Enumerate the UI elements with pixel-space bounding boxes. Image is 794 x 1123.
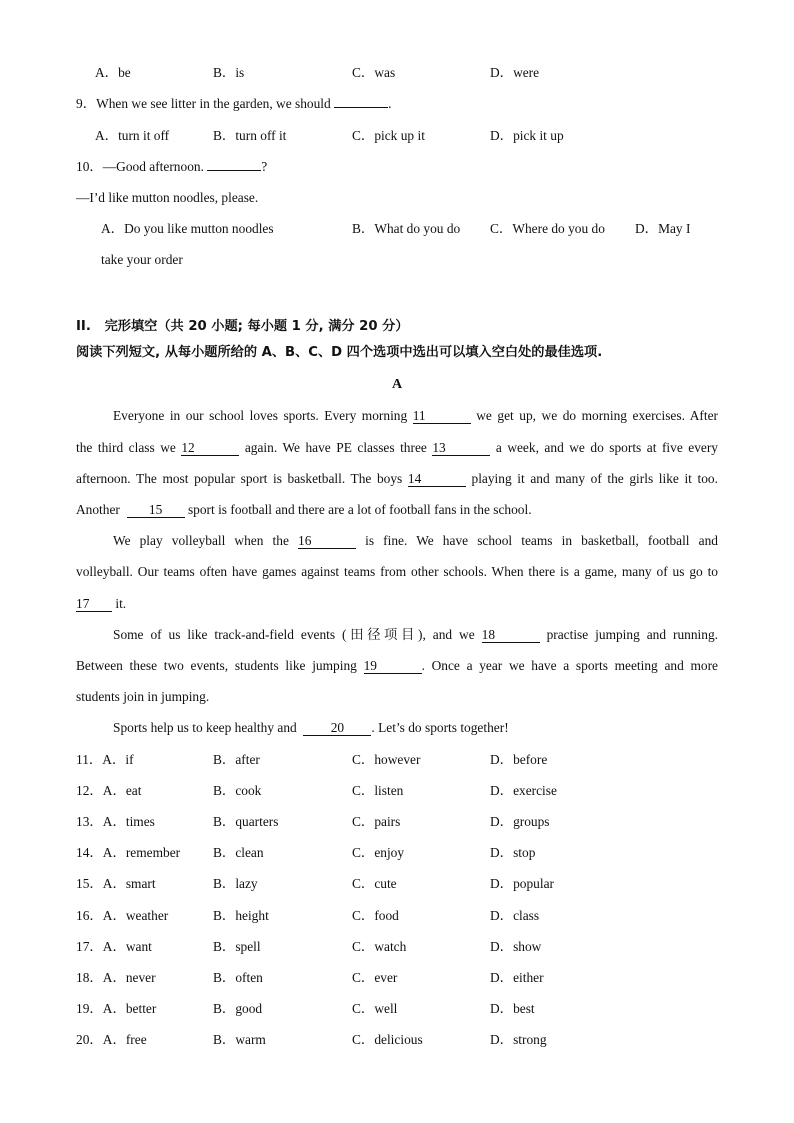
- q10-options: [0, 220, 794, 238]
- cloze-option-d: D．stop: [490, 845, 536, 860]
- q9-blank: [334, 107, 388, 108]
- cloze-option-b: B．spell: [213, 939, 261, 954]
- cloze-option-b: B．cook: [213, 783, 262, 798]
- blank-16: 16: [298, 533, 356, 549]
- q8-option-b: B．is: [213, 65, 245, 80]
- passage-p1-line4: Another 15 sport is football and there are a lot of football fans in the school.: [76, 502, 532, 517]
- cloze-option-d: D．before: [490, 752, 548, 767]
- q10-option-d-continued: take your order: [101, 252, 183, 267]
- cloze-option-a: 19．A．better: [76, 1001, 157, 1016]
- blank-19: 19: [364, 658, 422, 674]
- q10-stem: 10．—Good afternoon. ?: [76, 159, 268, 174]
- cloze-option-c: C．well: [352, 1001, 398, 1016]
- q10-option-a: A．Do you like mutton noodles: [101, 221, 274, 236]
- cloze-option-a: 16．A．weather: [76, 908, 169, 923]
- blank-11: 11: [413, 408, 471, 424]
- cloze-option-c: C．however: [352, 752, 421, 767]
- cloze-option-b: B．after: [213, 752, 260, 767]
- cloze-question-row: [0, 1031, 794, 1049]
- cloze-option-d: D．popular: [490, 876, 554, 891]
- q9-option-a: A．turn it off: [95, 128, 170, 143]
- cloze-question-row: [0, 907, 794, 925]
- blank-17: 17: [76, 596, 112, 612]
- blank-20: 20: [303, 720, 371, 736]
- q9-option-d: D．pick it up: [490, 128, 564, 143]
- cloze-option-b: B．quarters: [213, 814, 279, 829]
- cloze-option-c: C．cute: [352, 876, 397, 891]
- cloze-option-c: C．delicious: [352, 1032, 423, 1047]
- cloze-option-c: C．listen: [352, 783, 404, 798]
- cloze-option-d: D．show: [490, 939, 542, 954]
- cloze-question-row: [0, 1000, 794, 1018]
- passage-p1-line2: the third class we 12 again. We have PE classes three 13 a week, and we do sports at five every: [76, 440, 719, 455]
- cloze-option-a: 11．A．if: [76, 752, 134, 767]
- cloze-option-b: B．warm: [213, 1032, 266, 1047]
- section-heading: II. 完形填空（共 20 小题; 每小题 1 分, 满分 20 分）: [76, 319, 409, 334]
- cloze-option-a: 13．A．times: [76, 814, 155, 829]
- cloze-option-c: C．watch: [352, 939, 407, 954]
- blank-12: 12: [181, 440, 239, 456]
- cloze-option-d: D．groups: [490, 814, 550, 829]
- passage-p2-line1: We play volleyball when the 16 is fine. We have school teams in basketball, football and: [113, 533, 718, 548]
- q9-stem: 9．When we see litter in the garden, we should .: [76, 96, 392, 111]
- cloze-option-c: C．ever: [352, 970, 398, 985]
- cloze-option-d: D．class: [490, 908, 540, 923]
- passage-p2-line2: volleyball. Our teams often have games against teams from other schools. When there is a game, many of us go to: [76, 564, 718, 579]
- q10-blank: [207, 170, 261, 171]
- cloze-question-row: [0, 782, 794, 800]
- passage-p3-line2: Between these two events, students like jumping 19 . Once a year we have a sports meeting and more: [76, 658, 718, 673]
- cloze-option-a: 20．A．free: [76, 1032, 147, 1047]
- cloze-option-a: 15．A．smart: [76, 876, 156, 891]
- passage-p1-line3: afternoon. The most popular sport is basketball. The boys 14 playing it and many of the girls like it too.: [76, 471, 718, 486]
- cloze-option-b: B．height: [213, 908, 269, 923]
- cloze-question-row: [0, 813, 794, 831]
- passage-p4-line1: Sports help us to keep healthy and 20 . Let’s do sports together!: [113, 720, 509, 735]
- cloze-option-a: 18．A．never: [76, 970, 156, 985]
- q8-option-a: A．be: [95, 65, 131, 80]
- cloze-option-c: C．enjoy: [352, 845, 405, 860]
- cloze-option-a: 14．A．remember: [76, 845, 181, 860]
- q8-options: [0, 64, 794, 82]
- passage-p2-line3: 17 it.: [76, 596, 127, 611]
- cloze-option-c: C．pairs: [352, 814, 401, 829]
- cloze-option-a: 17．A．want: [76, 939, 152, 954]
- passage-p3-line1: Some of us like track-and-field events (田径项目), and we 18 practise jumping and running.: [113, 627, 719, 642]
- q9-option-b: B．turn off it: [213, 128, 287, 143]
- cloze-option-b: B．often: [213, 970, 263, 985]
- cloze-question-row: [0, 969, 794, 987]
- section-instruction: 阅读下列短文, 从每小题所给的 A、B、C、D 四个选项中选出可以填入空白处的最佳选项.: [76, 345, 603, 360]
- cloze-question-row: [0, 938, 794, 956]
- blank-14: 14: [408, 471, 466, 487]
- cloze-question-row: [0, 751, 794, 769]
- cloze-option-a: 12．A．eat: [76, 783, 142, 798]
- q8-option-d: D．were: [490, 65, 540, 80]
- cloze-option-c: C．food: [352, 908, 399, 923]
- cloze-question-row: [0, 875, 794, 893]
- blank-15: 15: [127, 502, 185, 518]
- cloze-option-b: B．lazy: [213, 876, 258, 891]
- passage-p3-line3: students join in jumping.: [76, 689, 210, 704]
- cloze-option-d: D．best: [490, 1001, 535, 1016]
- q10-option-b: B．What do you do: [352, 221, 461, 236]
- q8-option-c: C．was: [352, 65, 396, 80]
- cloze-option-d: D．strong: [490, 1032, 547, 1047]
- q10-option-d: D．May I: [635, 221, 691, 236]
- q10-reply: —I’d like mutton noodles, please.: [76, 190, 259, 205]
- cloze-option-b: B．clean: [213, 845, 264, 860]
- cloze-question-row: [0, 844, 794, 862]
- blank-13: 13: [432, 440, 490, 456]
- q9-options: [0, 127, 794, 145]
- blank-18: 18: [482, 627, 540, 643]
- cloze-option-d: D．either: [490, 970, 544, 985]
- cloze-option-b: B．good: [213, 1001, 263, 1016]
- cloze-option-d: D．exercise: [490, 783, 557, 798]
- passage-label: A: [391, 377, 403, 392]
- q10-option-c: C．Where do you do: [490, 221, 605, 236]
- q9-option-c: C．pick up it: [352, 128, 425, 143]
- passage-p1-line1: Everyone in our school loves sports. Every morning 11 we get up, we do morning exercises. After: [113, 408, 718, 423]
